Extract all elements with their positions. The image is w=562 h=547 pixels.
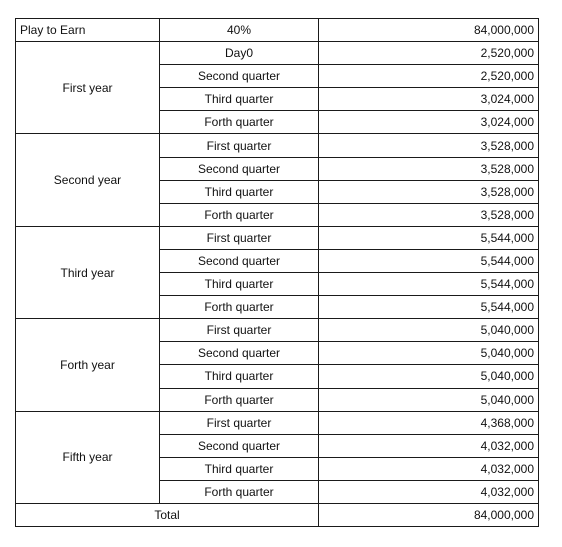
period-amount: 5,040,000 (319, 319, 539, 342)
period-label: Third quarter (160, 457, 319, 480)
period-label: Second quarter (160, 249, 319, 272)
period-amount: 5,040,000 (319, 342, 539, 365)
period-label: Forth quarter (160, 296, 319, 319)
year-label: Second year (16, 134, 160, 226)
period-label: Forth quarter (160, 111, 319, 134)
period-label: First quarter (160, 411, 319, 434)
period-amount: 4,032,000 (319, 480, 539, 503)
period-label: Forth quarter (160, 388, 319, 411)
period-amount: 3,024,000 (319, 111, 539, 134)
year-label: Third year (16, 226, 160, 318)
period-amount: 2,520,000 (319, 65, 539, 88)
period-amount: 3,528,000 (319, 157, 539, 180)
table-body (16, 19, 539, 527)
period-label: Second quarter (160, 157, 319, 180)
period-label: Third quarter (160, 180, 319, 203)
period-amount: 3,528,000 (319, 134, 539, 157)
table-row (16, 226, 539, 249)
total-row (16, 503, 539, 526)
table-row (16, 42, 539, 65)
category-percent: 40% (160, 19, 319, 42)
period-label: First quarter (160, 226, 319, 249)
period-amount: 4,032,000 (319, 457, 539, 480)
year-label: Forth year (16, 319, 160, 411)
period-label: Forth quarter (160, 203, 319, 226)
period-label: Third quarter (160, 88, 319, 111)
period-amount: 4,032,000 (319, 434, 539, 457)
table-row (16, 411, 539, 434)
period-amount: 2,520,000 (319, 42, 539, 65)
category-label: Play to Earn (16, 19, 160, 42)
period-label: First quarter (160, 319, 319, 342)
period-amount: 3,024,000 (319, 88, 539, 111)
period-label: Second quarter (160, 65, 319, 88)
period-label: Forth quarter (160, 480, 319, 503)
period-label: First quarter (160, 134, 319, 157)
period-amount: 5,040,000 (319, 388, 539, 411)
category-amount: 84,000,000 (319, 19, 539, 42)
release-schedule-table (15, 18, 539, 527)
period-label: Day0 (160, 42, 319, 65)
total-label: Total (16, 503, 319, 526)
year-label: Fifth year (16, 411, 160, 503)
header-row (16, 19, 539, 42)
period-amount: 4,368,000 (319, 411, 539, 434)
period-amount: 5,544,000 (319, 273, 539, 296)
period-amount: 5,544,000 (319, 296, 539, 319)
period-label: Second quarter (160, 342, 319, 365)
total-amount: 84,000,000 (319, 503, 539, 526)
period-label: Second quarter (160, 434, 319, 457)
table-row (16, 319, 539, 342)
period-amount: 5,544,000 (319, 226, 539, 249)
period-amount: 5,544,000 (319, 249, 539, 272)
period-amount: 5,040,000 (319, 365, 539, 388)
year-label: First year (16, 42, 160, 134)
period-amount: 3,528,000 (319, 203, 539, 226)
period-label: Third quarter (160, 365, 319, 388)
period-label: Third quarter (160, 273, 319, 296)
table-row (16, 134, 539, 157)
period-amount: 3,528,000 (319, 180, 539, 203)
